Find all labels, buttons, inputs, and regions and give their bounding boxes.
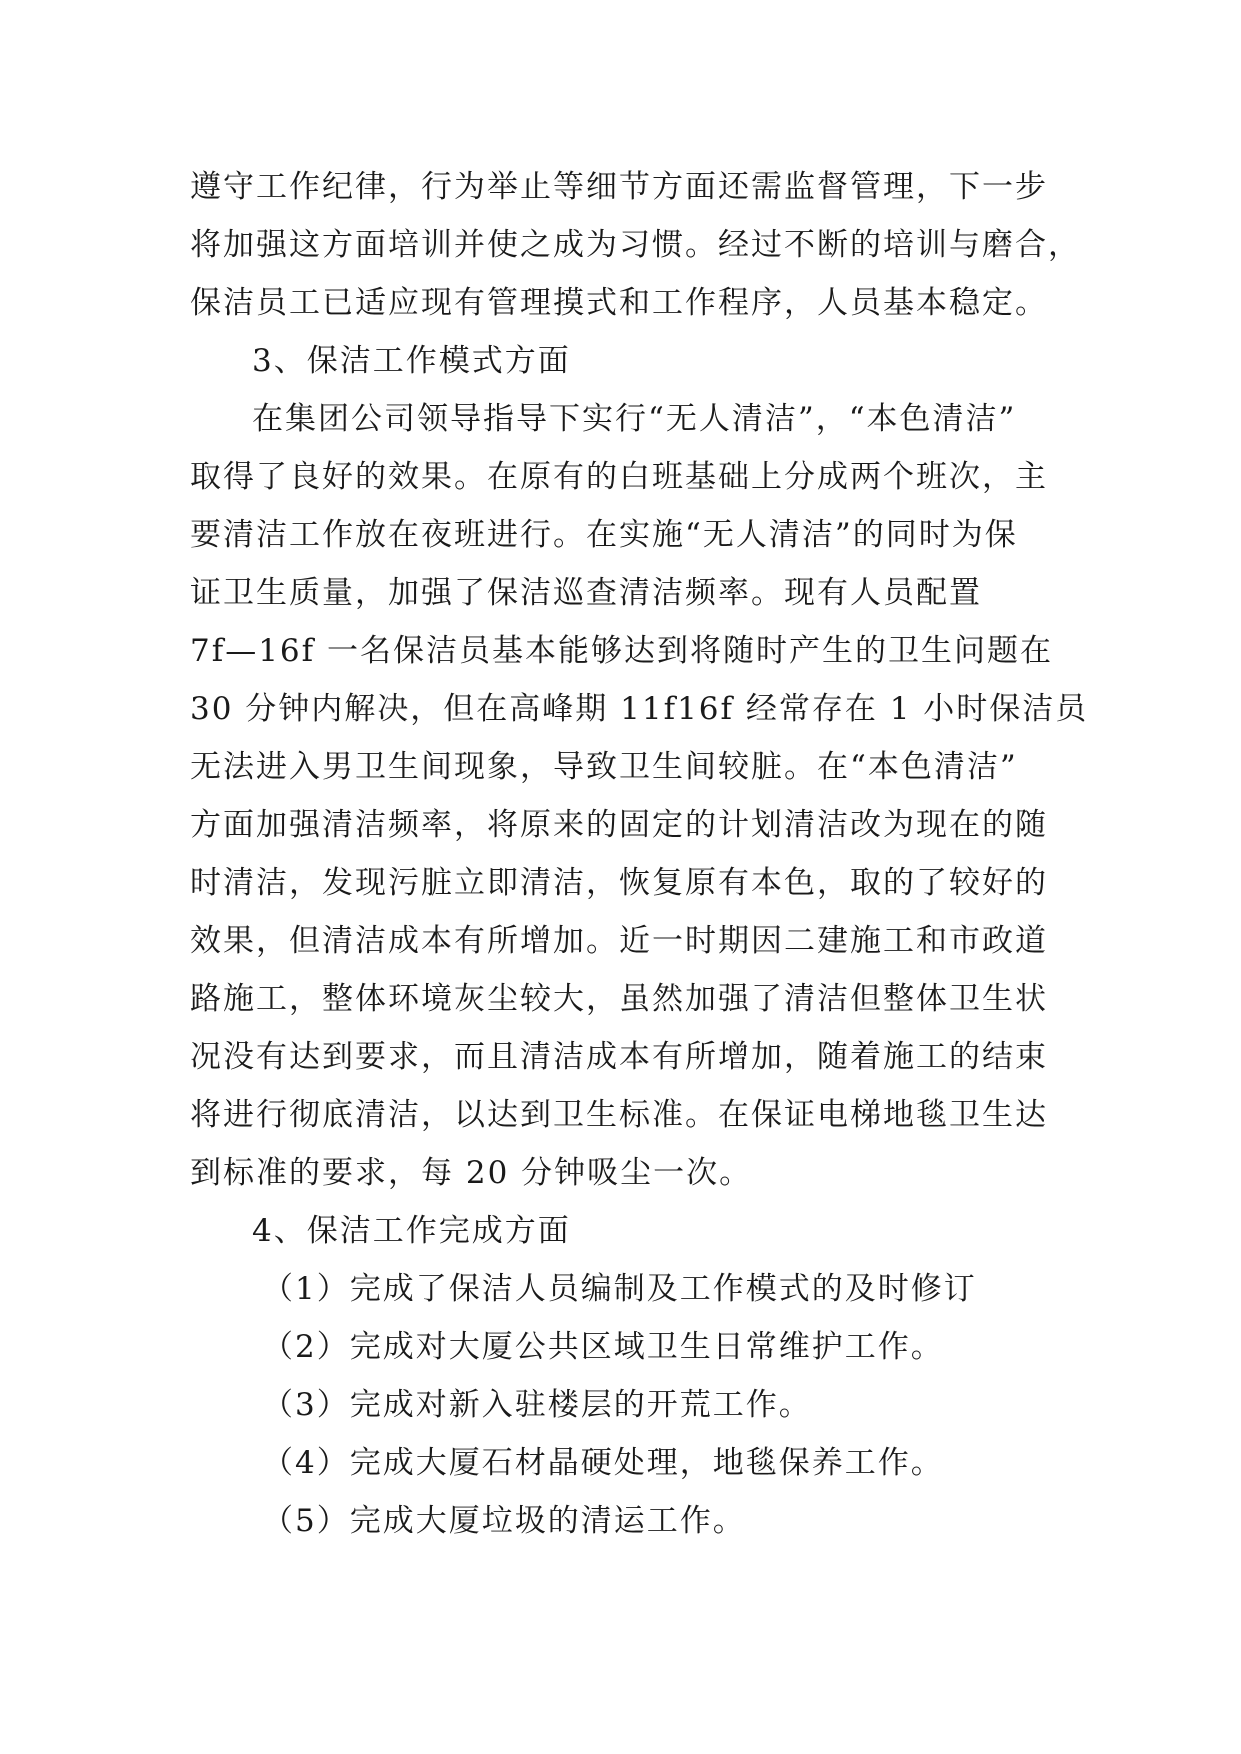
section-heading: 4、保洁工作完成方面 <box>252 1213 571 1249</box>
paragraph-line: 在集团公司领导指导下实行“无人清洁”，“本色清洁” <box>252 401 1017 437</box>
paragraph-line: 将加强这方面培训并使之成为习惯。经过不断的培训与磨合， <box>190 227 1081 263</box>
document-body <box>190 158 1090 1550</box>
paragraph-line: 要清洁工作放在夜班进行。在实施“无人清洁”的同时为保 <box>190 517 1018 553</box>
paragraph-line: 遵守工作纪律，行为举止等细节方面还需监督管理，下一步 <box>190 169 1048 205</box>
paragraph-line: 取得了良好的效果。在原有的白班基础上分成两个班次，主 <box>190 459 1048 495</box>
paragraph-line: 到标准的要求，每 20 分钟吸尘一次。 <box>190 1155 753 1191</box>
list-item: （4）完成大厦石材晶硬处理，地毯保养工作。 <box>262 1445 944 1481</box>
paragraph-line: 路施工，整体环境灰尘较大，虽然加强了清洁但整体卫生状 <box>190 981 1048 1017</box>
paragraph-line: 7f—16f 一名保洁员基本能够达到将随时产生的卫生问题在 <box>190 633 1053 669</box>
list-item: （1）完成了保洁人员编制及工作模式的及时修订 <box>262 1271 977 1307</box>
paragraph-line: 无法进入男卫生间现象，导致卫生间较脏。在“本色清洁” <box>190 749 1018 785</box>
paragraph-line: 时清洁，发现污脏立即清洁，恢复原有本色，取的了较好的 <box>190 865 1048 901</box>
list-item: （5）完成大厦垃圾的清运工作。 <box>262 1503 746 1539</box>
paragraph-line: 30 分钟内解决，但在高峰期 11f16f 经常存在 1 小时保洁员 <box>190 691 1089 727</box>
paragraph-line: 方面加强清洁频率，将原来的固定的计划清洁改为现在的随 <box>190 807 1048 843</box>
paragraph-line: 证卫生质量，加强了保洁巡查清洁频率。现有人员配置 <box>190 575 982 611</box>
paragraph-line: 况没有达到要求，而且清洁成本有所增加，随着施工的结束 <box>190 1039 1048 1075</box>
paragraph-line: 保洁员工已适应现有管理摸式和工作程序，人员基本稳定。 <box>190 285 1048 321</box>
paragraph-line: 将进行彻底清洁，以达到卫生标准。在保证电梯地毯卫生达 <box>190 1097 1048 1133</box>
list-item: （2）完成对大厦公共区域卫生日常维护工作。 <box>262 1329 944 1365</box>
list-item: （3）完成对新入驻楼层的开荒工作。 <box>262 1387 812 1423</box>
section-heading: 3、保洁工作模式方面 <box>252 343 571 379</box>
paragraph-line: 效果，但清洁成本有所增加。近一时期因二建施工和市政道 <box>190 923 1048 959</box>
